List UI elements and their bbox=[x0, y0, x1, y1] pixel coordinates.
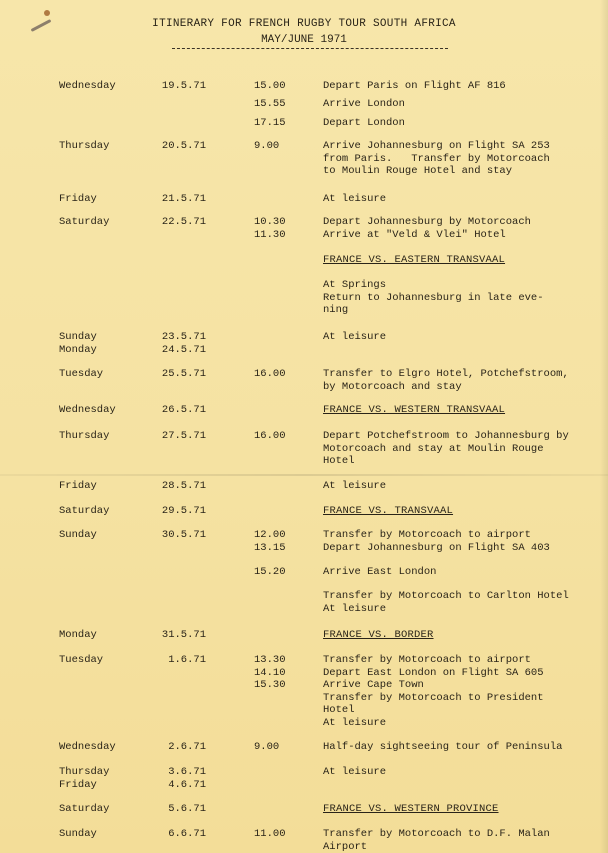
itinerary-description-line: to Moulin Rouge Hotel and stay bbox=[323, 165, 513, 177]
itinerary-description-line: Hotel bbox=[323, 704, 355, 716]
title-rule bbox=[172, 48, 448, 49]
itinerary-day bbox=[59, 193, 97, 206]
itinerary-day bbox=[59, 766, 109, 791]
itinerary-description bbox=[323, 766, 593, 779]
itinerary-description-line: Hotel bbox=[323, 455, 355, 467]
itinerary-description bbox=[323, 654, 593, 729]
itinerary-date bbox=[160, 140, 206, 153]
itinerary-description-line: FRANCE VS. WESTERN TRANSVAAL bbox=[323, 404, 506, 416]
itinerary-description-line: ning bbox=[323, 304, 349, 316]
itinerary-day bbox=[59, 216, 109, 229]
itinerary-time bbox=[254, 117, 286, 130]
itinerary-description-line: Arrive Cape Town bbox=[323, 679, 424, 691]
itinerary-date-line: 1.6.71 bbox=[168, 654, 206, 666]
itinerary-date-line: 28.5.71 bbox=[161, 480, 206, 492]
itinerary-date-line: 3.6.71 bbox=[168, 766, 206, 778]
itinerary-date bbox=[160, 80, 206, 93]
itinerary-date-line: 6.6.71 bbox=[168, 828, 206, 840]
itinerary-time bbox=[254, 368, 286, 381]
itinerary-description-line: Depart Johannesburg on Flight SA 403 bbox=[323, 541, 550, 554]
itinerary-description-line: At leisure bbox=[323, 331, 387, 343]
itinerary-date-line: 24.5.71 bbox=[161, 343, 206, 356]
itinerary-description-line: Motorcoach and stay at Moulin Rouge bbox=[323, 442, 544, 455]
itinerary-time bbox=[254, 216, 286, 241]
itinerary-description-line: Depart East London on Flight SA 605 bbox=[323, 666, 544, 679]
itinerary-day-line: Sunday bbox=[59, 331, 97, 343]
itinerary-time-line: 15.20 bbox=[254, 566, 286, 578]
itinerary-day-line: Saturday bbox=[59, 803, 110, 815]
itinerary-date-line: 4.6.71 bbox=[168, 778, 206, 791]
itinerary-description bbox=[323, 529, 593, 554]
itinerary-description bbox=[323, 480, 593, 493]
itinerary-day bbox=[59, 803, 109, 816]
page-edge-shadow bbox=[600, 0, 608, 853]
itinerary-time bbox=[254, 566, 286, 579]
itinerary-description bbox=[323, 117, 593, 130]
itinerary-time-line: 11.00 bbox=[254, 828, 286, 840]
itinerary-day bbox=[59, 629, 97, 642]
itinerary-description bbox=[323, 368, 593, 393]
itinerary-description-line: Return to Johannesburg in late eve- bbox=[323, 291, 544, 304]
itinerary-description-line: Transfer by Motorcoach to D.F. Malan bbox=[323, 828, 550, 840]
itinerary-date-line: 26.5.71 bbox=[161, 404, 206, 416]
itinerary-date bbox=[160, 654, 206, 667]
itinerary-time bbox=[254, 741, 279, 754]
itinerary-day-line: Friday bbox=[59, 778, 97, 791]
itinerary-time bbox=[254, 140, 279, 153]
itinerary-time bbox=[254, 80, 286, 93]
itinerary-day-line: Friday bbox=[59, 193, 97, 205]
itinerary-date bbox=[160, 193, 206, 206]
itinerary-description bbox=[323, 254, 593, 267]
itinerary-date-line: 25.5.71 bbox=[161, 368, 206, 380]
itinerary-description-line: Arrive at "Veld & Vlei" Hotel bbox=[323, 228, 506, 241]
itinerary-description bbox=[323, 590, 593, 615]
itinerary-time bbox=[254, 98, 286, 111]
itinerary-description bbox=[323, 331, 593, 344]
document-header bbox=[0, 18, 608, 46]
itinerary-time-line: 10.30 bbox=[254, 216, 286, 228]
itinerary-description-line: At leisure bbox=[323, 480, 387, 492]
itinerary-description bbox=[323, 216, 593, 241]
itinerary-day-line: Thursday bbox=[59, 766, 110, 778]
itinerary-day-line: Wednesday bbox=[59, 80, 116, 92]
itinerary-description-line: from Paris. Transfer by Motorcoach bbox=[323, 152, 550, 165]
itinerary-day-line: Sunday bbox=[59, 828, 97, 840]
itinerary-date-line: 31.5.71 bbox=[161, 629, 206, 641]
itinerary-description-line: Transfer by Motorcoach to President bbox=[323, 691, 544, 704]
itinerary-day bbox=[59, 80, 116, 93]
itinerary-description-line: FRANCE VS. WESTERN PROVINCE bbox=[323, 803, 499, 815]
itinerary-date-line: 27.5.71 bbox=[161, 430, 206, 442]
itinerary-day bbox=[59, 331, 97, 356]
fold-crease bbox=[0, 474, 608, 476]
itinerary-description-line: Arrive London bbox=[323, 98, 405, 110]
itinerary-date-line: 29.5.71 bbox=[161, 505, 206, 517]
itinerary-time bbox=[254, 828, 286, 841]
itinerary-time-line: 9.00 bbox=[254, 140, 280, 152]
itinerary-date bbox=[160, 368, 206, 381]
itinerary-day-line: Monday bbox=[59, 629, 97, 641]
itinerary-date-line: 19.5.71 bbox=[161, 80, 206, 92]
itinerary-description-line: Transfer by Motorcoach to Carlton Hotel bbox=[323, 590, 569, 602]
itinerary-description-line: by Motorcoach and stay bbox=[323, 380, 462, 393]
itinerary-description-line: Arrive East London bbox=[323, 566, 437, 578]
itinerary-description-line: FRANCE VS. BORDER bbox=[323, 629, 434, 641]
itinerary-description-line: At Springs bbox=[323, 279, 387, 291]
itinerary-day bbox=[59, 529, 97, 542]
itinerary-description bbox=[323, 803, 593, 816]
itinerary-description bbox=[323, 629, 593, 642]
itinerary-description-line: FRANCE VS. TRANSVAAL bbox=[323, 505, 454, 517]
itinerary-description-line: Transfer by Motorcoach to airport bbox=[323, 654, 531, 666]
itinerary-day bbox=[59, 430, 109, 443]
itinerary-date bbox=[160, 505, 206, 518]
itinerary-day-line: Sunday bbox=[59, 529, 97, 541]
itinerary-date bbox=[160, 216, 206, 229]
itinerary-description-line: Transfer by Motorcoach to airport bbox=[323, 529, 531, 541]
itinerary-day-line: Saturday bbox=[59, 216, 110, 228]
itinerary-date-line: 23.5.71 bbox=[161, 331, 206, 343]
itinerary-description-line: At leisure bbox=[323, 716, 387, 729]
itinerary-time-line: 15.00 bbox=[254, 80, 286, 92]
itinerary-date-line: 20.5.71 bbox=[161, 140, 206, 152]
itinerary-day bbox=[59, 404, 116, 417]
itinerary-day bbox=[59, 828, 97, 841]
itinerary-description bbox=[323, 80, 593, 93]
itinerary-description-line: Depart London bbox=[323, 117, 405, 129]
itinerary-day-line: Wednesday bbox=[59, 741, 116, 753]
itinerary-day bbox=[59, 741, 116, 754]
itinerary-description-line: At leisure bbox=[323, 193, 387, 205]
itinerary-date bbox=[160, 430, 206, 443]
itinerary-date bbox=[160, 803, 206, 816]
itinerary-time-line: 13.30 bbox=[254, 654, 286, 666]
itinerary-description-line: At leisure bbox=[323, 766, 387, 778]
itinerary-day bbox=[59, 654, 103, 667]
document-subtitle: MAY/JUNE 1971 bbox=[261, 34, 347, 46]
itinerary-date bbox=[160, 404, 206, 417]
itinerary-date-line: 21.5.71 bbox=[161, 193, 206, 205]
itinerary-day-line: Tuesday bbox=[59, 654, 104, 666]
itinerary-description-line: Depart Paris on Flight AF 816 bbox=[323, 80, 506, 92]
document-title: ITINERARY FOR FRENCH RUGBY TOUR SOUTH AFRICA bbox=[152, 18, 456, 30]
itinerary-description-line: Airport bbox=[323, 840, 368, 853]
itinerary-day bbox=[59, 505, 109, 518]
itinerary-date bbox=[160, 480, 206, 493]
itinerary-time bbox=[254, 529, 286, 554]
itinerary-date-line: 5.6.71 bbox=[168, 803, 206, 815]
itinerary-description bbox=[323, 741, 593, 754]
itinerary-description bbox=[323, 828, 593, 853]
itinerary-description bbox=[323, 404, 593, 417]
itinerary-day-line: Saturday bbox=[59, 505, 110, 517]
itinerary-time-line: 15.55 bbox=[254, 98, 286, 110]
itinerary-day-line: Thursday bbox=[59, 430, 110, 442]
itinerary-time-line: 14.10 bbox=[254, 666, 286, 679]
itinerary-description bbox=[323, 193, 593, 206]
itinerary-time bbox=[254, 654, 286, 692]
itinerary-description bbox=[323, 505, 593, 518]
itinerary-time-line: 11.30 bbox=[254, 228, 286, 241]
itinerary-description-line: At leisure bbox=[323, 602, 387, 615]
itinerary-time-line: 15.30 bbox=[254, 679, 286, 691]
itinerary-date bbox=[160, 766, 206, 791]
itinerary-day bbox=[59, 368, 103, 381]
itinerary-time-line: 16.00 bbox=[254, 368, 286, 380]
itinerary-time-line: 16.00 bbox=[254, 430, 286, 442]
itinerary-description-line: Transfer to Elgro Hotel, Potchefstroom, bbox=[323, 368, 569, 380]
itinerary-date-line: 2.6.71 bbox=[168, 741, 206, 753]
itinerary-time bbox=[254, 430, 286, 443]
itinerary-description-line: Depart Potchefstroom to Johannesburg by bbox=[323, 430, 569, 442]
itinerary-time-line: 12.00 bbox=[254, 529, 286, 541]
itinerary-description bbox=[323, 140, 593, 178]
itinerary-date bbox=[160, 828, 206, 841]
itinerary-day-line: Friday bbox=[59, 480, 97, 492]
itinerary-day-line: Thursday bbox=[59, 140, 110, 152]
itinerary-day bbox=[59, 140, 109, 153]
itinerary-description-line: FRANCE VS. EASTERN TRANSVAAL bbox=[323, 254, 506, 266]
itinerary-description bbox=[323, 566, 593, 579]
itinerary-description-line: Depart Johannesburg by Motorcoach bbox=[323, 216, 531, 228]
itinerary-description bbox=[323, 430, 593, 468]
itinerary-date-line: 22.5.71 bbox=[161, 216, 206, 228]
itinerary-date-line: 30.5.71 bbox=[161, 529, 206, 541]
itinerary-date bbox=[160, 741, 206, 754]
itinerary-description-line: Arrive Johannesburg on Flight SA 253 bbox=[323, 140, 550, 152]
itinerary-description-line: Half-day sightseeing tour of Peninsula bbox=[323, 741, 563, 753]
itinerary-time-line: 17.15 bbox=[254, 117, 286, 129]
itinerary-date bbox=[160, 629, 206, 642]
itinerary-time-line: 9.00 bbox=[254, 741, 280, 753]
itinerary-date bbox=[160, 331, 206, 356]
itinerary-description bbox=[323, 98, 593, 111]
itinerary-day-line: Tuesday bbox=[59, 368, 104, 380]
itinerary-day bbox=[59, 480, 97, 493]
itinerary-day-line: Wednesday bbox=[59, 404, 116, 416]
itinerary-description bbox=[323, 279, 593, 317]
rust-spot bbox=[44, 10, 50, 16]
itinerary-time-line: 13.15 bbox=[254, 541, 286, 554]
itinerary-day-line: Monday bbox=[59, 343, 97, 356]
itinerary-date bbox=[160, 529, 206, 542]
